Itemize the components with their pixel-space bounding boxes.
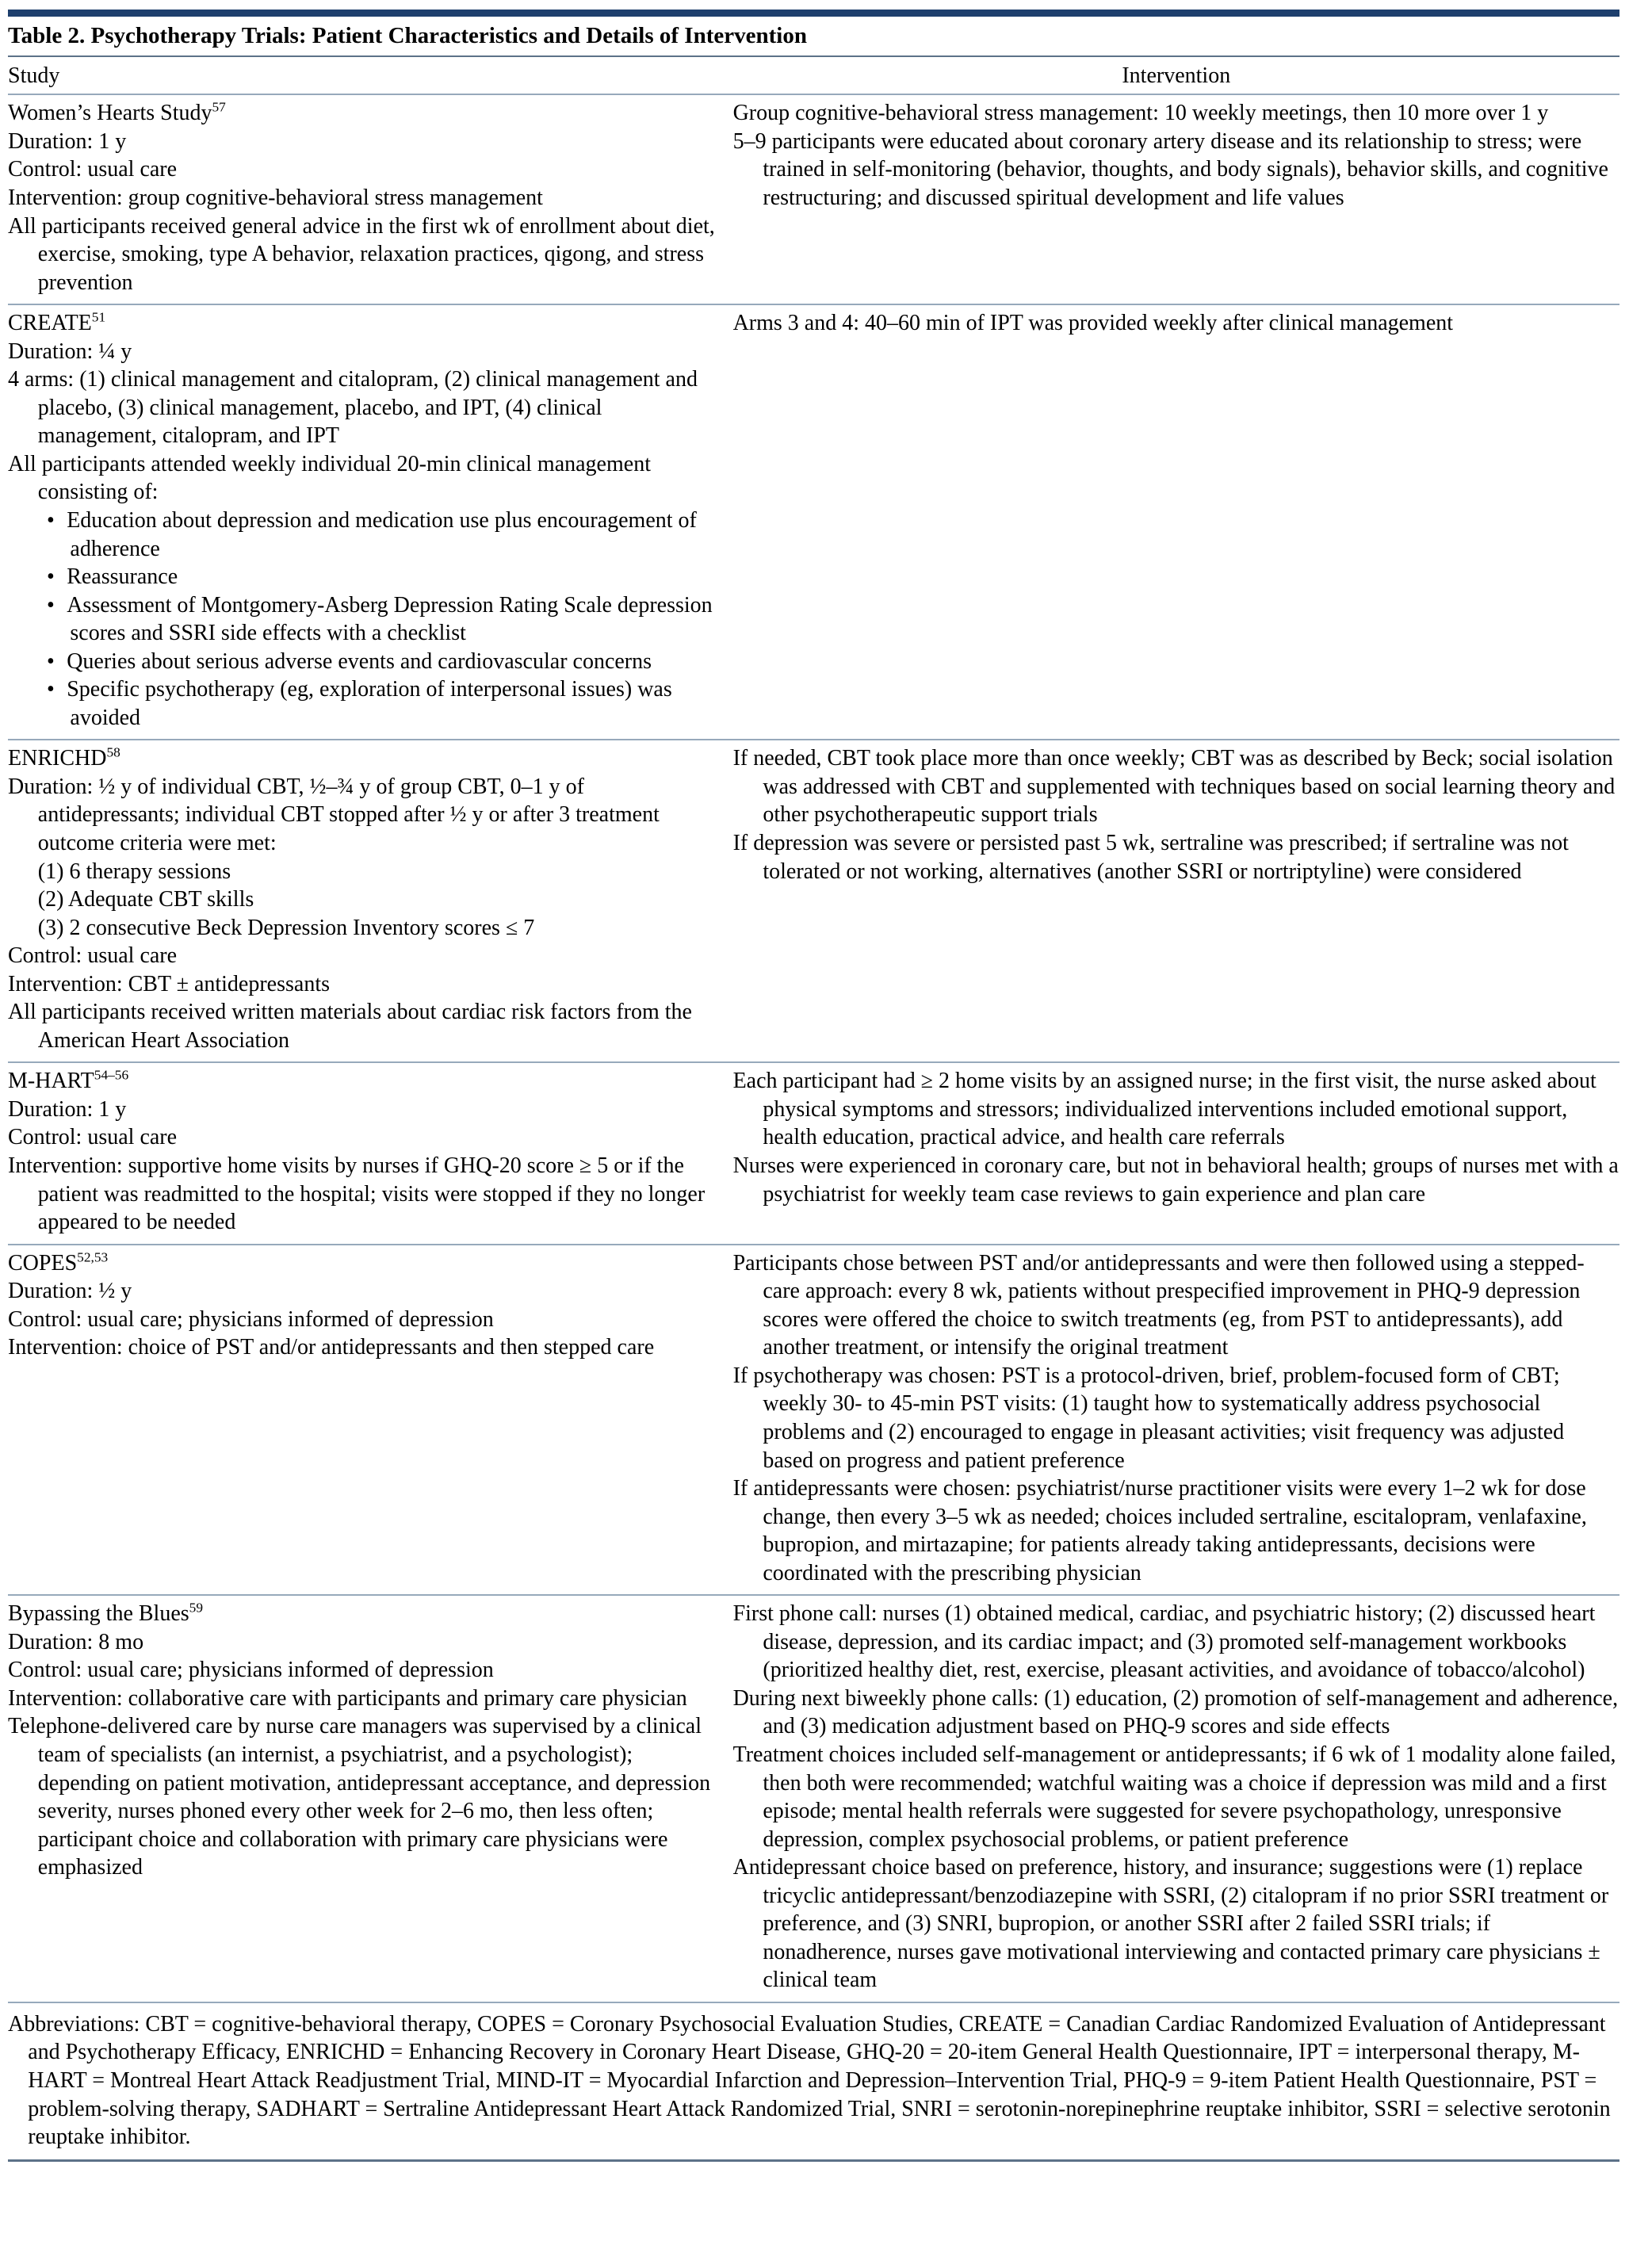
text-paragraph: Participants chose between PST and/or antidepressants and were then followed using a stepped-care approach: every 8 wk, patients without prespecified improvement in PHQ-9 depression scores were offered the choice to switch treatments (eg, from PST to antidepressants), add another treatment, or intensify the original treatment bbox=[732, 1250, 1585, 1360]
study-name-line bbox=[8, 309, 721, 338]
study-ref-superscript: 54–56 bbox=[94, 1068, 129, 1084]
text-paragraph: (2) Adequate CBT skills bbox=[37, 887, 254, 912]
text-paragraph: Group cognitive-behavioral stress management: 10 weekly meetings, then 10 more over 1 y bbox=[732, 101, 1549, 126]
text-paragraph: Duration: 1 y bbox=[8, 1096, 127, 1122]
text-paragraph: All participants received general advice in the first wk of enrollment about diet, exercise, smoking, type A behavior, relaxation practices, qigong, and stress prevention bbox=[8, 213, 715, 295]
text-paragraph: Duration: ½ y bbox=[8, 1279, 132, 1304]
text-paragraph: Control: usual care bbox=[8, 1125, 178, 1150]
bullet-item bbox=[8, 591, 721, 648]
text-paragraph: Intervention: supportive home visits by nurses if GHQ-20 score ≥ 5 or if the patient was readmitted to the hospital; visits were stopped if they no longer appeared to be needed bbox=[8, 1153, 706, 1235]
text-paragraph: Control: usual care; physicians informed of depression bbox=[8, 1306, 494, 1332]
text-paragraph: Intervention: choice of PST and/or antidepressants and then stepped care bbox=[8, 1335, 655, 1360]
bullet-text: Specific psychotherapy (eg, exploration of interpersonal issues) was avoided bbox=[67, 677, 672, 730]
study-ref-superscript: 57 bbox=[212, 100, 226, 116]
text-paragraph: Treatment choices included self-management or antidepressants; if 6 wk of 1 modality alone failed, then both were recommended; watchful waiting was a choice if depression was mild and a first episode; mental health referrals were suggested for severe psychopathology, unresponsive depression, complex psychosocial problems, or patient preference bbox=[732, 1742, 1616, 1852]
study-name: CREATE bbox=[8, 311, 92, 336]
text-paragraph: Telephone-delivered care by nurse care managers was supervised by a clinical team of specialists (an internist, a psychiatrist, and a psychologist); depending on patient motivation, antidepressant acceptance, and depression severity, nurses phoned every other week for 2–6 mo, then less often; participant choice and collaboration with primary care physicians were emphasized bbox=[8, 1714, 711, 1880]
study-cell bbox=[8, 309, 721, 732]
intervention-cell bbox=[733, 744, 1619, 1054]
column-headers bbox=[8, 57, 1619, 96]
table-title-block bbox=[8, 10, 1619, 57]
table-row bbox=[8, 95, 1619, 305]
table-row bbox=[8, 305, 1619, 740]
study-cell bbox=[8, 99, 721, 296]
text-paragraph: If antidepressants were chosen: psychiatrist/nurse practitioner visits were every 1–2 wk for dose change, then every 3–5 wk as needed; choices included sertraline, escitalopram, venlafaxine, bupropion, and mirtazapine; for patients already taking antidepressants, decisions were coordinated with the prescribing physician bbox=[732, 1476, 1587, 1585]
column-header-study: Study bbox=[8, 63, 60, 88]
study-name: Bypassing the Blues bbox=[8, 1601, 189, 1627]
bullet-text: Assessment of Montgomery-Asberg Depression Rating Scale depression scores and SSRI side effects with a checklist bbox=[67, 592, 713, 646]
text-paragraph: Duration: 8 mo bbox=[8, 1629, 144, 1654]
bullet-item bbox=[8, 675, 721, 732]
text-paragraph: Duration: ¼ y bbox=[8, 338, 132, 364]
study-ref-superscript: 51 bbox=[91, 309, 106, 325]
text-paragraph: Antidepressant choice based on preference, history, and insurance; suggestions were (1) replace tricyclic antidepressant/benzodiazepine with SSRI, (2) citalopram if no prior SSRI treatment or preference, and (3) SNRI, bupropion, or another SSRI after 2 failed SSRI trials; if nonadherence, nurses gave motivational interviewing and contacted primary care physicians ± clinical team bbox=[732, 1855, 1609, 1993]
study-cell bbox=[8, 1600, 721, 1995]
text-paragraph: During next biweekly phone calls: (1) education, (2) promotion of self-management and adherence, and (3) medication adjustment based on PHQ-9 scores and side effects bbox=[732, 1685, 1619, 1739]
study-ref-superscript: 52,53 bbox=[77, 1249, 109, 1265]
bullet-marker: • bbox=[47, 592, 55, 618]
text-paragraph: Intervention: collaborative care with participants and primary care physician bbox=[8, 1685, 687, 1711]
study-name-line bbox=[8, 99, 721, 128]
text-paragraph: Arms 3 and 4: 40–60 min of IPT was provided weekly after clinical management bbox=[732, 311, 1454, 336]
study-cell bbox=[8, 1067, 721, 1236]
column-header-intervention: Intervention bbox=[1122, 63, 1231, 88]
intervention-cell bbox=[733, 99, 1619, 296]
study-ref-superscript: 58 bbox=[106, 745, 120, 761]
study-name-line bbox=[8, 1249, 721, 1278]
bullet-item bbox=[8, 563, 721, 591]
intervention-cell bbox=[733, 1067, 1619, 1236]
study-ref-superscript: 59 bbox=[189, 1600, 204, 1616]
table-row bbox=[8, 1596, 1619, 2003]
text-paragraph: If psychotherapy was chosen: PST is a protocol-driven, brief, problem-focused form of CBT; weekly 30- to 45-min PST visits: (1) taught how to systematically address psychosocial problems and (2) encouraged to engage in pleasant activities; visit frequency was adjusted based on progress and patient preference bbox=[732, 1363, 1565, 1473]
bullet-text: Education about depression and medication use plus encouragement of adherence bbox=[67, 508, 697, 561]
study-name: Women’s Hearts Study bbox=[8, 101, 212, 126]
intervention-cell bbox=[733, 309, 1619, 732]
text-paragraph: Duration: 1 y bbox=[8, 128, 127, 154]
study-name: COPES bbox=[8, 1250, 78, 1276]
text-paragraph: Duration: ½ y of individual CBT, ½–¾ y of group CBT, 0–1 y of antidepressants; individual CBT stopped after ½ y or after 3 treatment outcome criteria were met: bbox=[8, 774, 660, 856]
intervention-cell bbox=[733, 1600, 1619, 1995]
text-paragraph: Control: usual care bbox=[8, 943, 178, 969]
bullet-text: Reassurance bbox=[67, 564, 178, 590]
bullet-marker: • bbox=[47, 508, 55, 533]
study-cell bbox=[8, 744, 721, 1054]
abbreviations-footnote: Abbreviations: CBT = cognitive-behavioral therapy, COPES = Coronary Psychosocial Evaluation Studies, CREATE = Canadian Cardiac Randomized Evaluation of Antidepressant and Psychotherapy Efficacy, ENRICHD = Enhancing Recovery in Coronary Heart Disease, GHQ-20 = 20-item General Health Questionnaire, IPT = interpersonal therapy, M-HART = Montreal Heart Attack Readjustment Trial, MIND-IT = Myocardial Infarction and Depression–Intervention Trial, PHQ-9 = 9-item Patient Health Questionnaire, PST = problem-solving therapy, SADHART = Sertraline Antidepressant Heart Attack Randomized Trial, SNRI = serotonin-norepinephrine reuptake inhibitor, SSRI = selective serotonin reuptake inhibitor. bbox=[8, 2003, 1619, 2162]
table-row bbox=[8, 1245, 1619, 1597]
table-row bbox=[8, 740, 1619, 1063]
text-paragraph: (3) 2 consecutive Beck Depression Inventory scores ≤ 7 bbox=[37, 915, 535, 940]
text-paragraph: Intervention: CBT ± antidepressants bbox=[8, 971, 330, 996]
text-paragraph: Nurses were experienced in coronary care, but not in behavioral health; groups of nurses met with a psychiatrist for weekly team case reviews to gain experience and plan care bbox=[732, 1153, 1619, 1207]
study-name-line bbox=[8, 744, 721, 773]
text-paragraph: First phone call: nurses (1) obtained medical, cardiac, and psychiatric history; (2) discussed heart disease, depression, and its cardiac impact; and (3) promoted self-management workbooks (prioritized healthy diet, rest, exercise, pleasant activities, and avoidance of tobacco/alcohol) bbox=[732, 1601, 1596, 1683]
bullet-item bbox=[8, 507, 721, 563]
text-paragraph: Control: usual care bbox=[8, 157, 178, 182]
text-paragraph: If needed, CBT took place more than once weekly; CBT was as described by Beck; social isolation was addressed with CBT and supplemented with techniques based on social learning theory and other psychotherapeutic support trials bbox=[732, 746, 1616, 828]
table-title: Table 2. Psychotherapy Trials: Patient Characteristics and Details of Intervention bbox=[8, 23, 807, 48]
text-paragraph: Each participant had ≥ 2 home visits by an assigned nurse; in the first visit, the nurse asked about physical symptoms and stressors; individualized interventions included emotional support, health education, practical advice, and health care referrals bbox=[732, 1069, 1596, 1150]
text-paragraph: If depression was severe or persisted past 5 wk, sertraline was prescribed; if sertraline was not tolerated or not working, alternatives (another SSRI or nortriptyline) were considered bbox=[732, 831, 1569, 884]
bullet-marker: • bbox=[47, 677, 55, 702]
bullet-text: Queries about serious adverse events and cardiovascular concerns bbox=[67, 648, 652, 674]
text-paragraph: 4 arms: (1) clinical management and citalopram, (2) clinical management and placebo, (3) clinical management, placebo, and IPT, (4) clinical management, citalopram, and IPT bbox=[8, 367, 698, 449]
text-paragraph: All participants attended weekly individual 20-min clinical management consisting of: bbox=[8, 451, 651, 505]
study-name-line bbox=[8, 1067, 721, 1096]
study-name: ENRICHD bbox=[8, 746, 107, 771]
intervention-cell bbox=[733, 1249, 1619, 1588]
text-paragraph: 5–9 participants were educated about coronary artery disease and its relationship to stress; were trained in self-monitoring (behavior, thoughts, and body signals), behavior skills, and cognitive restructuring; and discussed spiritual development and life values bbox=[732, 128, 1608, 210]
bullet-marker: • bbox=[47, 564, 55, 590]
text-paragraph: (1) 6 therapy sessions bbox=[37, 859, 231, 884]
text-paragraph: All participants received written materials about cardiac risk factors from the American Heart Association bbox=[8, 1000, 692, 1053]
bullet-item bbox=[8, 648, 721, 676]
table-row bbox=[8, 1063, 1619, 1245]
study-name-line bbox=[8, 1600, 721, 1628]
bullet-marker: • bbox=[47, 648, 55, 674]
text-paragraph: Intervention: group cognitive-behavioral stress management bbox=[8, 185, 543, 210]
study-name: M-HART bbox=[8, 1069, 94, 1094]
text-paragraph: Control: usual care; physicians informed of depression bbox=[8, 1658, 494, 1683]
study-cell bbox=[8, 1249, 721, 1588]
table-body bbox=[8, 95, 1619, 2003]
